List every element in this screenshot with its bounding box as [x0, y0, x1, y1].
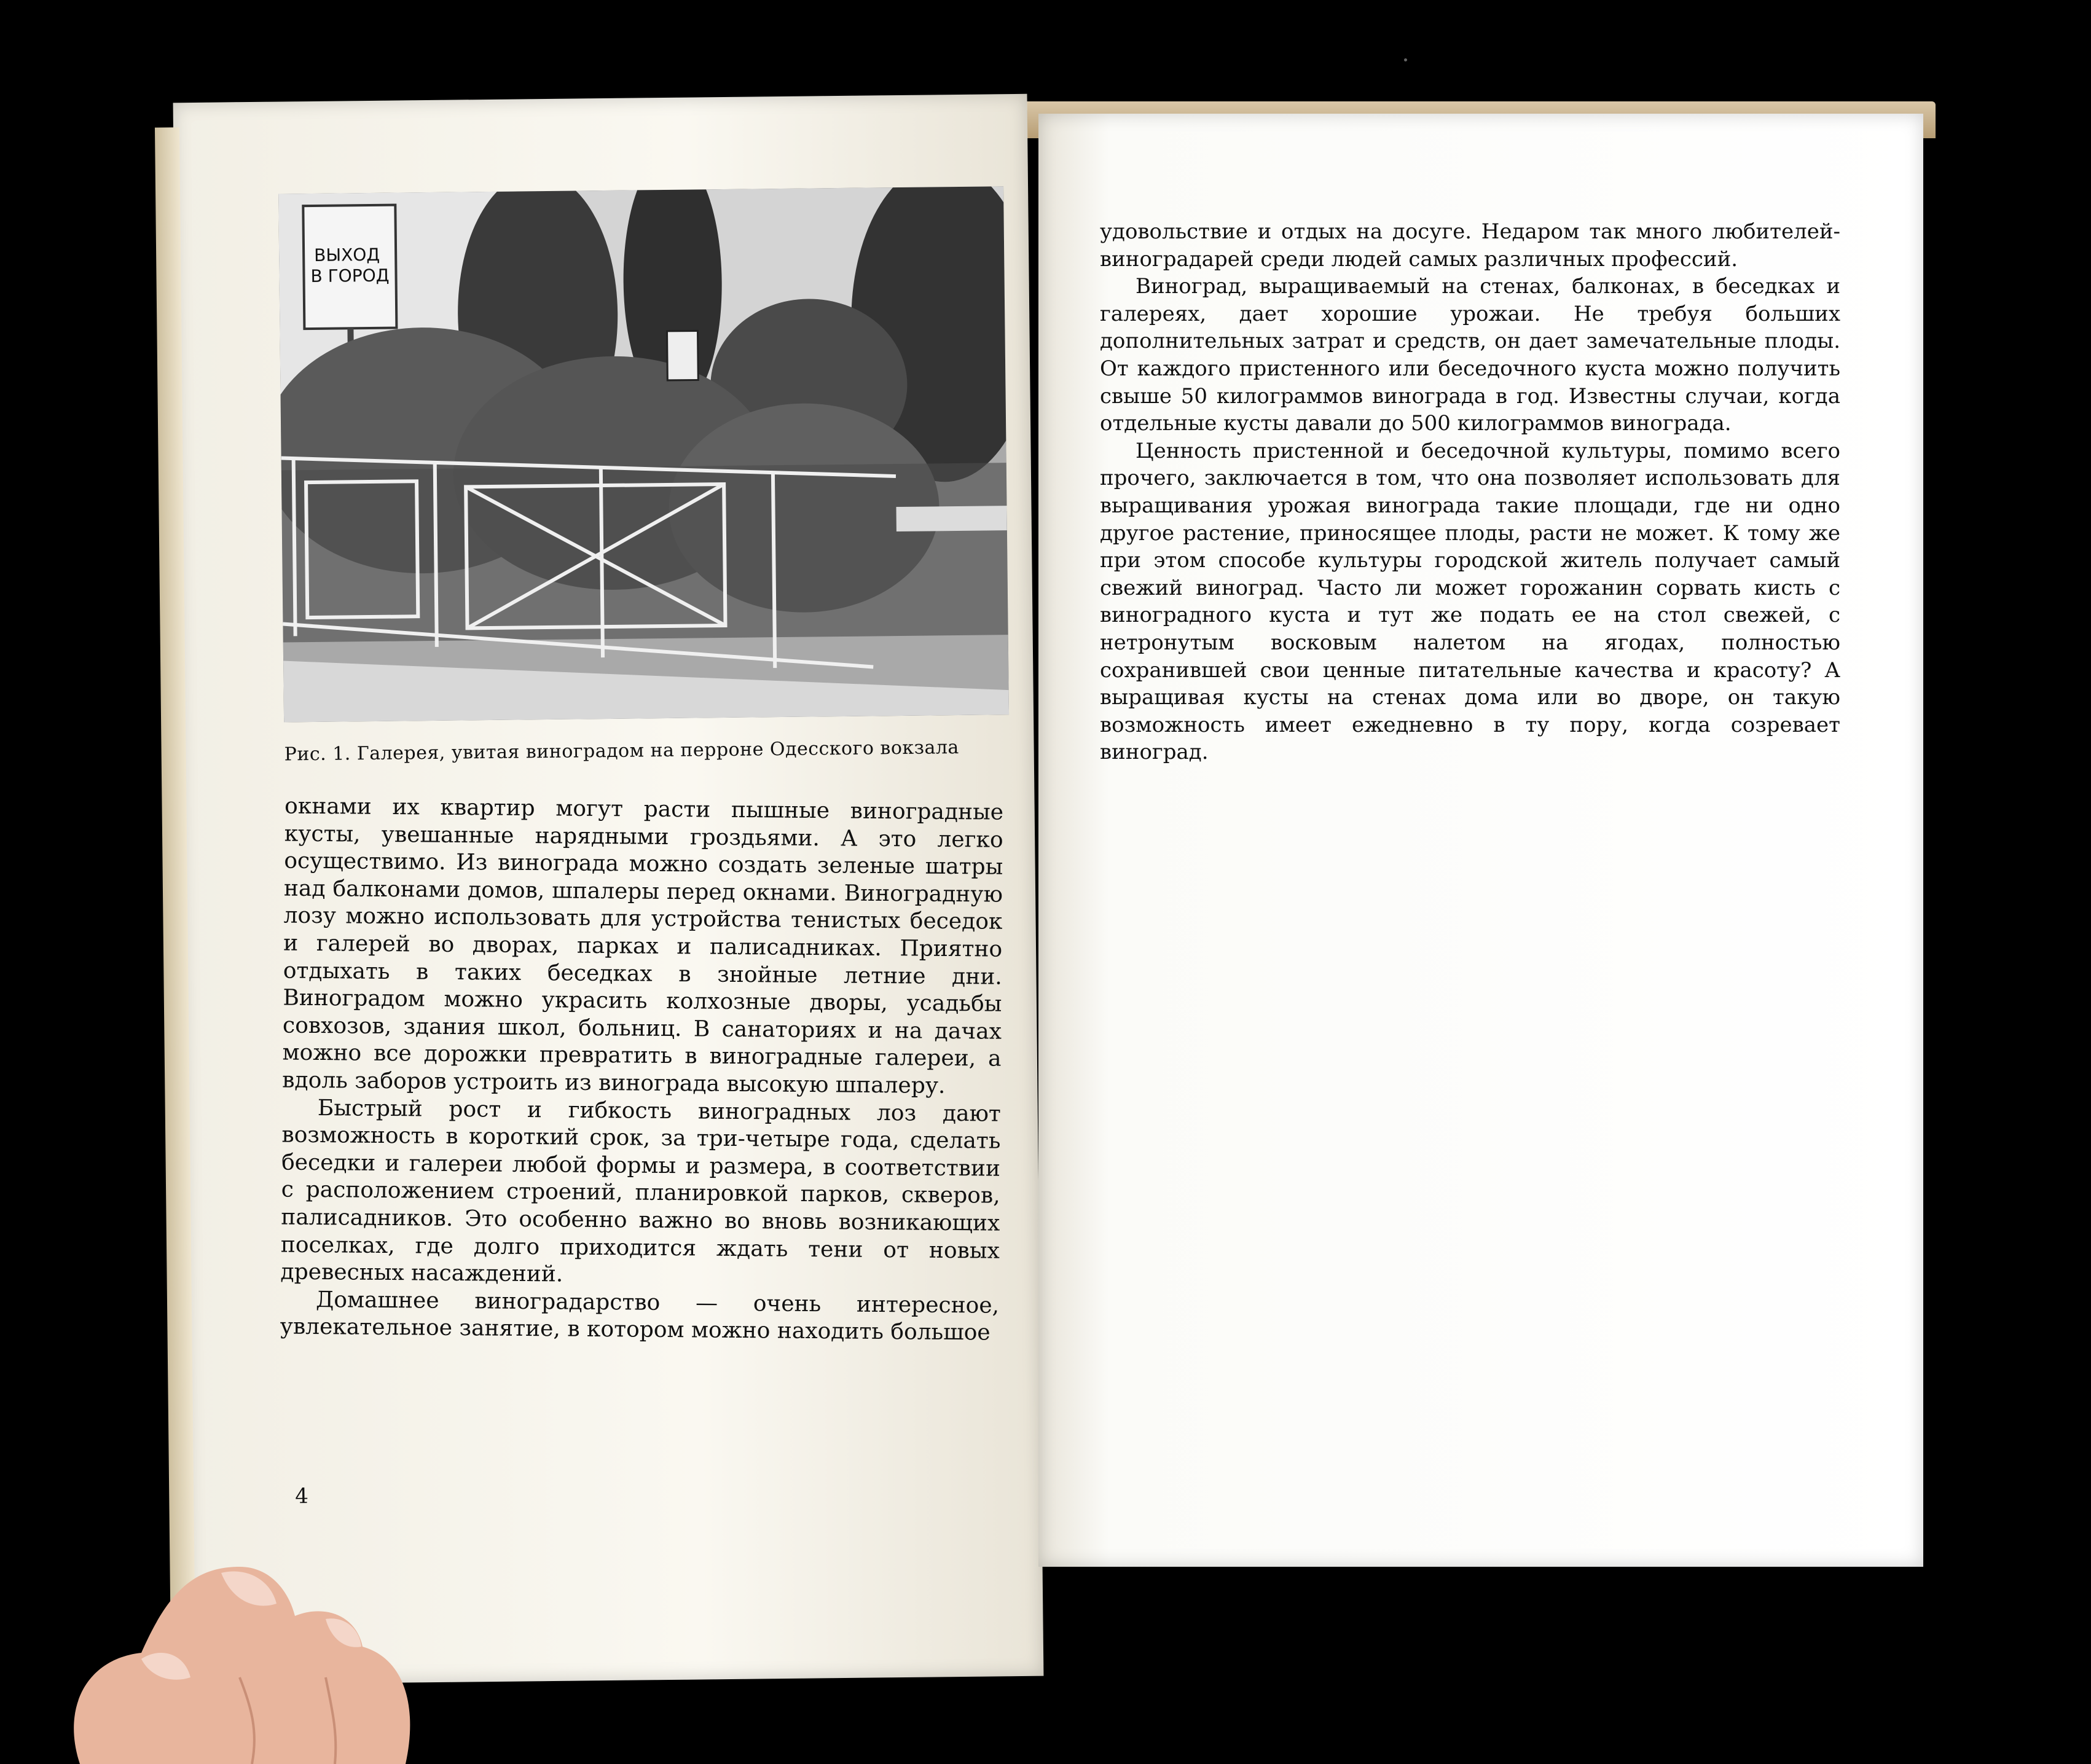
paragraph: Быстрый рост и гибкость виноградных лоз дают возможность в короткий срок, за три-четыре года, сделать беседки и галереи любой формы и размера, в соответствии с расположением строений, планировкой парков, скверов, палисадников. Это особенно важно во вновь возникающих поселках, где долго приходится ждать тени от новых древесных насаждений. — [280, 1095, 1001, 1287]
paragraph: окнами их квартир могут расти пышные виноградные кусты, увешанные нарядными гроздьями. А это легко осуществимо. Из винограда можно создать зеленые шатры над балконами домов, шпалеры перед окнами. Виноградную лозу можно использовать для устройства тенистых беседок и галерей во дворах, парках и палисадниках. Приятно отдыхать в таких беседках в знойные летние дни. Виноградом можно украсить колхозные дворы, усадьбы совхозов, здания школ, больниц. В санаториях и на дачах можно все дорожки превратить в виноградные галереи, а вдоль заборов устроить из винограда высокую шпалеру. — [282, 793, 1004, 1099]
paragraph: Домашнее виноградарство — очень интересное, увлекательное занятие, в котором можно находить большое — [280, 1287, 1000, 1346]
right-page-body — [1100, 218, 1840, 766]
paragraph: удовольствие и отдых на досуге. Недаром так много любителей-виноградарей среди людей самых различных профессий. — [1100, 219, 1840, 272]
figure-caption: Рис. 1. Галерея, увитая виноградом на перроне Одесского вокзала — [284, 737, 960, 766]
paragraph: Виноград, выращиваемый на стенах, балконах, в беседках и галереях, дает хорошие урожаи. Не требуя больших дополнительных затрат и средств, он дает замечательные плоды. От каждого пристенного или беседочного куста можно получить свыше 50 килограммов винограда в год. Известны случаи, когда отдельные кусты давали до 500 килограммов винограда. — [1100, 274, 1840, 436]
gallery-photo-illustration — [278, 186, 1009, 722]
left-page — [173, 94, 1044, 1685]
paragraph: Ценность пристенной и беседочной культуры, помимо всего прочего, заключается в том, что она позволяет использовать для выращивания урожая винограда такие площади, где ни одно другое растение, приносящее плоды, расти не может. К тому же при этом способе культуры городской житель получает самый свежий виноград. Часто ли может горожанин сорвать кисть с виноградного куста и тут же подать ее на стол свежей, с нетронутым восковым налетом на ягодах, полностью сохранившей свои ценные питательные качества и красоту? А выращивая кусты на стенах дома или во дворе, он такую возможность имеет ежедневно в ту пору, когда созревает виноград. — [1100, 438, 1840, 765]
figure-photo — [278, 186, 1009, 722]
left-page-body — [280, 793, 1004, 1347]
hand-fingers — [37, 1475, 418, 1764]
station-sign-text: ВЫХОД В ГОРОД — [310, 244, 390, 287]
dust-speck — [1404, 58, 1407, 61]
right-page — [1038, 114, 1923, 1567]
page-number: 4 — [295, 1484, 309, 1509]
